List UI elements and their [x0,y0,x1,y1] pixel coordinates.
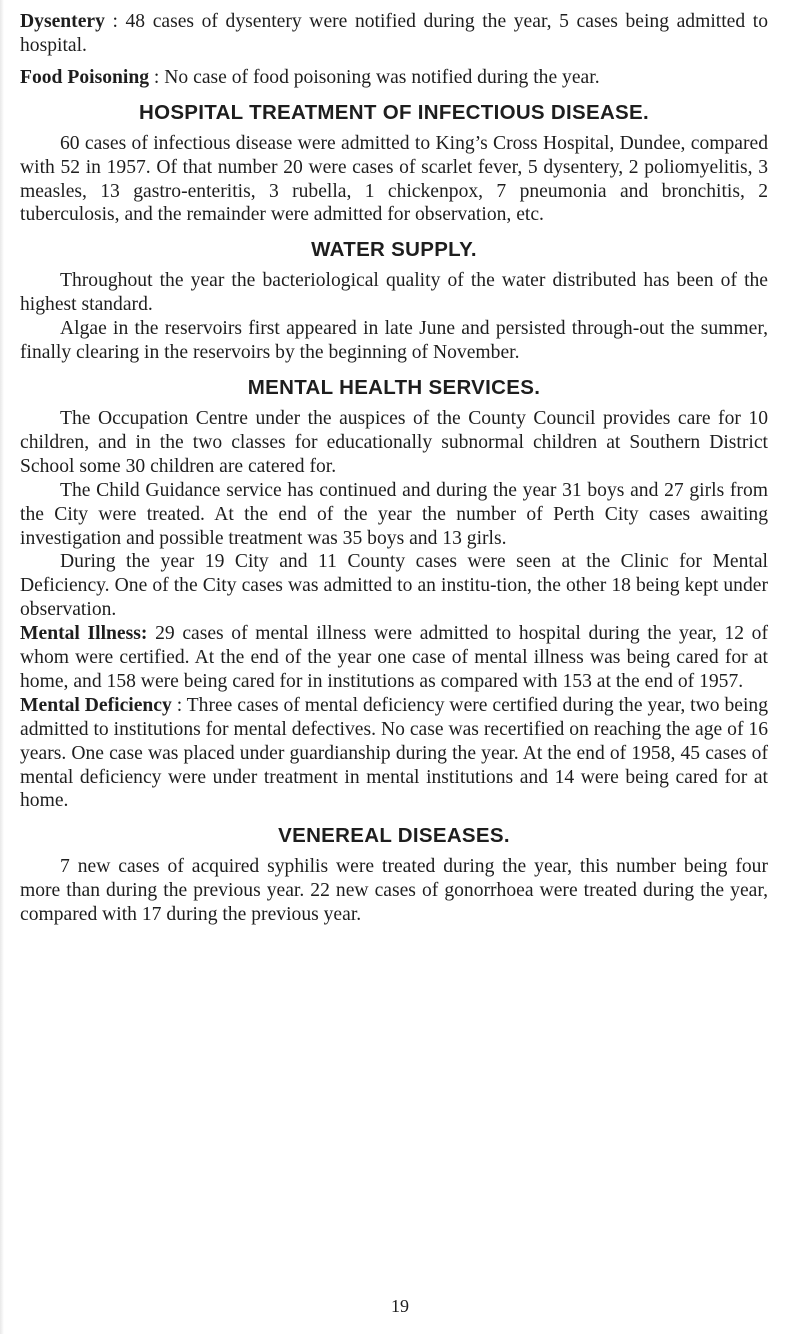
mental-deficiency-text: : Three cases of mental deficiency were certified during the year, two being admitted to institutions for mental defectives. No case was recertified on reaching the age of 16 years. One case was placed under guardianship during the year. At the end of 1958, 45 cases of mental deficiency were under treatment in mental institutions and 14 were being cared for at home. [20,694,768,812]
hospital-treatment-paragraph: 60 cases of infectious disease were admitted to King’s Cross Hospital, Dundee, compared with 52 in 1957. Of that number 20 were cases of scarlet fever, 5 dysentery, 2 poliomyelitis, 3 measles, 13 gastro-enteritis, 3 rubella, 1 chickenpox, 7 pneumonia and bronchitis, 2 tuberculosis, and the remainder were admitted for observation, etc. [20,132,768,226]
dysentery-text: : 48 cases of dysentery were notified during the year, 5 cases being admitted to hospital. [20,11,768,56]
mental-deficiency-lead: Mental Deficiency [20,694,172,716]
mental-health-heading: MENTAL HEALTH SERVICES. [247,375,541,399]
venereal-diseases-paragraph: 7 new cases of acquired syphilis were treated during the year, this number being four more than during the previous year. 22 new cases of gonorrhoea were treated during the year, compared with 17 during the previous year. [20,856,768,926]
document-body [20,10,768,927]
venereal-diseases-heading: VENEREAL DISEASES. [278,824,510,848]
mental-illness-lead: Mental Illness: [20,623,148,645]
food-poisoning-lead: Food Poisoning [20,66,150,88]
occupation-centre-paragraph: The Occupation Centre under the auspices of the County Council provides care for 10 children, and in the two classes for educationally subnormal children at Southern District School some 30 children are catered for. [20,407,768,477]
food-poisoning-paragraph [20,66,768,90]
page-left-edge-shadow [0,0,4,1334]
mental-illness-paragraph [20,622,768,694]
food-poisoning-text: : No case of food poisoning was notified during the year. [149,66,600,88]
water-supply-heading: WATER SUPPLY. [311,238,477,262]
water-quality-paragraph: Throughout the year the bacteriological quality of the water distributed has been of the highest standard. [20,270,768,316]
algae-paragraph: Algae in the reservoirs first appeared in late June and persisted through-out the summer, finally clearing in the reservoirs by the beginning of November. [20,318,768,364]
hospital-treatment-heading: HOSPITAL TREATMENT OF INFECTIOUS DISEASE. [138,100,649,124]
mental-illness-text: 29 cases of mental illness were admitted to hospital during the year, 12 of whom were certified. At the end of the year one case of mental illness was being cared for at home, and 158 were being cared for in institutions as compared with 153 at the end of 1957. [20,623,768,692]
mental-deficiency-clinic-paragraph: During the year 19 City and 11 County cases were seen at the Clinic for Mental Deficiency. One of the City cases was admitted to an institu-tion, the other 18 being kept under observation. [20,551,768,621]
dysentery-paragraph [20,10,768,58]
mental-deficiency-paragraph [20,694,768,814]
child-guidance-paragraph: The Child Guidance service has continued and during the year 31 boys and 27 girls from the City were treated. At the end of the year the number of Perth City cases awaiting investigation and possible treatment was 35 boys and 13 girls. [20,479,768,549]
page-number: 19 [391,1296,409,1316]
dysentery-lead: Dysentery [20,11,105,32]
